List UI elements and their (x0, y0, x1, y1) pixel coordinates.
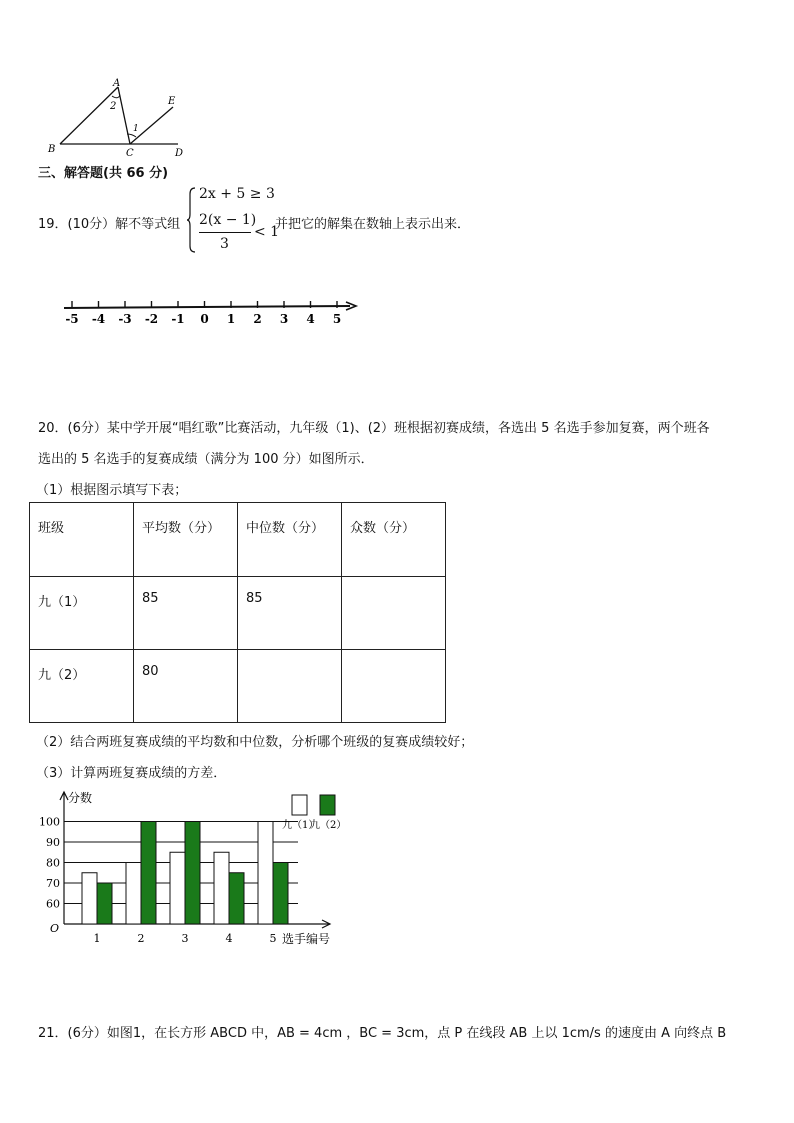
table-header-cell: 中位数（分） (238, 503, 342, 577)
table-cell (238, 650, 342, 723)
number-line-tick-label: -1 (171, 312, 185, 326)
y-tick-label: 80 (46, 856, 60, 870)
table-header-cell: 班级 (30, 503, 134, 577)
x-tick-label: 2 (137, 932, 145, 945)
table-cell: 80 (134, 650, 238, 723)
bar-class-2 (141, 822, 156, 925)
q19-inequality-1: 2x + 5 ≥ 3 (199, 186, 275, 202)
q19-prefix: 19．(10分）解不等式组 (38, 217, 181, 232)
table-cell: 85 (134, 577, 238, 650)
bar-class-1 (170, 852, 185, 924)
number-line-tick-label: -4 (91, 312, 106, 326)
q20-sub-2: （2）结合两班复赛成绩的平均数和中位数，分析哪个班级的复赛成绩较好； (36, 735, 474, 750)
number-line-tick-label: 2 (253, 312, 262, 326)
q20-line-1: 20．(6分）某中学开展“唱红歌”比赛活动，九年级（1)、(2）班根据初赛成绩，各选出 5 名选手参加复赛，两个班各 (38, 421, 710, 436)
q19-fraction-denominator: 3 (220, 236, 229, 252)
triangle-figure (40, 74, 200, 164)
legend-label: 九（1） (282, 820, 319, 831)
number-line-tick-label: 3 (279, 312, 289, 326)
table-header-row (30, 503, 446, 577)
bar-class-1 (214, 852, 229, 924)
q20-line-2: 选出的 5 名选手的复赛成绩（满分为 100 分）如图所示． (38, 452, 374, 467)
q20-sub-1: （1）根据图示填写下表； (36, 483, 188, 498)
q21-text: 21．(6分）如图1，在长方形 ABCD 中，AB = 4cm ，BC = 3cm，点 P 在线段 AB 上以 1cm/s 的速度由 A 向终点 B (38, 1026, 727, 1041)
table-cell: 85 (238, 577, 342, 650)
bar-class-1 (126, 863, 141, 925)
x-tick-label: 1 (93, 932, 101, 945)
y-tick-label: 60 (46, 897, 60, 911)
q19-brace (187, 186, 197, 254)
label-angle-2: 2 (110, 101, 117, 112)
number-line-tick-label: 1 (226, 312, 236, 326)
number-line-tick-label: 4 (306, 312, 315, 326)
label-angle-1: 1 (133, 124, 139, 134)
legend-label: 九（2） (310, 820, 347, 831)
number-line-tick-label: -3 (118, 312, 132, 326)
bar-class-2 (185, 822, 200, 925)
label-b: B (48, 144, 56, 155)
table-row (30, 650, 446, 723)
q20-sub-3: （3）计算两班复赛成绩的方差． (36, 766, 227, 781)
bar-class-1 (82, 873, 97, 924)
table-cell: 九（1） (30, 577, 134, 650)
legend-swatch (320, 795, 335, 815)
number-line-tick-label: 0 (200, 312, 209, 326)
bar-class-2 (229, 873, 244, 924)
q19-fraction-numerator: 2(x − 1) (199, 212, 257, 228)
y-tick-label: 100 (39, 815, 60, 829)
label-d: D (175, 148, 184, 159)
bar-class-1 (258, 822, 273, 925)
line-b-a (60, 87, 118, 144)
origin-label: O (50, 922, 60, 935)
bar-class-2 (273, 863, 288, 925)
y-tick-label: 90 (46, 836, 60, 849)
score-table (29, 502, 446, 723)
angle-2-arc (112, 95, 120, 98)
section-title: 三、解答题(共 66 分) (38, 166, 169, 181)
number-line-tick-label: -2 (144, 312, 159, 326)
table-cell (342, 650, 446, 723)
x-tick-label: 5 (269, 932, 277, 945)
q19-suffix: 并把它的解集在数轴上表示出来． (275, 217, 471, 232)
y-tick-label: 70 (46, 877, 60, 890)
table-header-cell: 平均数（分） (134, 503, 238, 577)
number-line-tick-label: -5 (65, 312, 79, 326)
number-line-tick-label: 5 (332, 312, 342, 326)
table-cell: 九（2） (30, 650, 134, 723)
label-c: C (126, 148, 134, 159)
score-bar-chart (30, 786, 370, 956)
y-axis-label: 分数 (68, 791, 93, 805)
x-axis-label: 选手编号 (282, 932, 331, 946)
q19-fraction-bar (199, 232, 251, 233)
table-row (30, 577, 446, 650)
bar-class-2 (97, 883, 112, 924)
label-e: E (168, 96, 176, 107)
x-tick-label: 3 (181, 932, 189, 945)
q19-fraction-relation: < 1 (254, 224, 280, 240)
table-cell (342, 577, 446, 650)
number-line (60, 296, 360, 326)
x-tick-label: 4 (225, 932, 233, 945)
label-a: A (113, 78, 121, 89)
legend-swatch (292, 795, 307, 815)
table-header-cell: 众数（分） (342, 503, 446, 577)
